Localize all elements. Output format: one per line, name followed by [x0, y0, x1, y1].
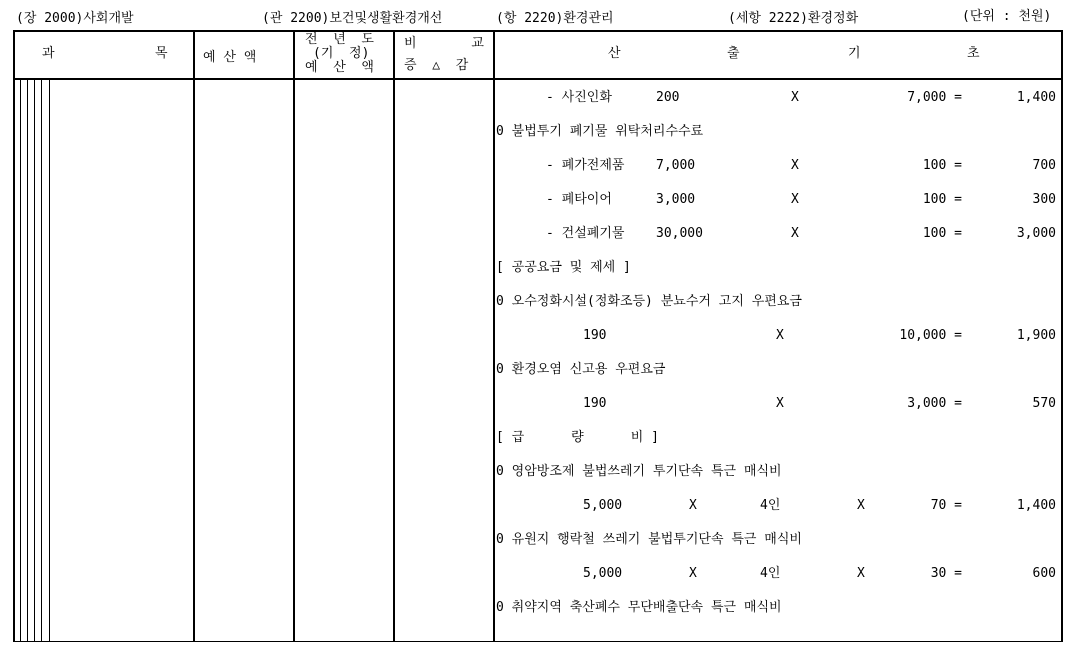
- row-4-x: X: [791, 226, 799, 241]
- col-gwamok-1: 과: [42, 46, 55, 61]
- row-9-amount: 570: [1032, 396, 1056, 411]
- row-3-unit: 100 =: [922, 192, 962, 207]
- row-11-heading: 0 영암방조제 불법쓰레기 투기단속 특근 매식비: [496, 464, 782, 479]
- row-2-qty: 7,000: [656, 158, 696, 173]
- col-divider-prev: [293, 30, 295, 642]
- unit-label: (단위 : 천원): [962, 9, 1052, 24]
- col-compare-1: 비 교: [404, 36, 484, 51]
- row-14-x1: X: [689, 566, 697, 581]
- row-4-name: - 건설폐기물: [546, 226, 625, 241]
- table-top-border: [13, 30, 1062, 32]
- row-0-qty: 200: [656, 90, 680, 105]
- row-0-unit: 7,000 =: [907, 90, 962, 105]
- table-bottom-border: [13, 641, 1062, 642]
- gwamok-subline-5: [49, 80, 50, 642]
- col-divider-basis: [493, 30, 495, 642]
- row-15-heading: 0 취약지역 축산폐수 무단배출단속 특근 매식비: [496, 600, 782, 615]
- col-gwamok-2: 목: [155, 46, 168, 61]
- row-14-persons: 4인: [760, 566, 781, 581]
- row-4-amount: 3,000: [1016, 226, 1056, 241]
- row-5-section: [ 공공요금 및 제세 ]: [496, 260, 631, 275]
- row-2-unit: 100 =: [922, 158, 962, 173]
- gwamok-subline-4: [41, 80, 42, 642]
- row-2-x: X: [791, 158, 799, 173]
- gwan-label: (관 2200)보건및생활환경개선: [262, 11, 443, 26]
- col-prev-1: 전 년 도: [305, 32, 374, 47]
- table-left-border: [13, 30, 15, 642]
- gwamok-subline-3: [34, 80, 35, 642]
- hang-label: (항 2220)환경관리: [496, 11, 614, 26]
- row-3-qty: 3,000: [656, 192, 696, 207]
- col-basis-4: 초: [967, 46, 980, 61]
- row-12-unit: 70 =: [930, 498, 962, 513]
- table-right-border: [1061, 30, 1063, 642]
- row-2-amount: 700: [1032, 158, 1056, 173]
- row-14-amount: 600: [1032, 566, 1056, 581]
- gwamok-subline-1: [20, 80, 21, 642]
- gwamok-subline-2: [27, 80, 28, 642]
- row-9-qty: 190: [583, 396, 607, 411]
- row-3-amount: 300: [1032, 192, 1056, 207]
- col-basis-2: 출: [727, 46, 740, 61]
- header-bottom-border: [13, 78, 1062, 80]
- row-1-heading: 0 불법투기 폐기물 위탁처리수수료: [496, 124, 704, 139]
- row-0-x: X: [791, 90, 799, 105]
- col-basis-1: 산: [608, 46, 621, 61]
- row-7-qty: 190: [583, 328, 607, 343]
- col-compare-2: 증 △ 감: [404, 58, 469, 73]
- row-12-persons: 4인: [760, 498, 781, 513]
- row-14-qty: 5,000: [583, 566, 623, 581]
- col-prev-3: 예 산 액: [305, 60, 374, 75]
- sehang-label: (세항 2222)환경정화: [728, 11, 859, 26]
- row-9-unit: 3,000 =: [907, 396, 962, 411]
- row-3-x: X: [791, 192, 799, 207]
- jang-label: (장 2000)사회개발: [16, 11, 134, 26]
- row-12-amount: 1,400: [1016, 498, 1056, 513]
- col-budget: 예 산 액: [203, 50, 257, 65]
- row-3-name: - 폐타이어: [546, 192, 612, 207]
- row-13-heading: 0 유원지 행락철 쓰레기 불법투기단속 특근 매식비: [496, 532, 802, 547]
- row-4-unit: 100 =: [922, 226, 962, 241]
- row-6-heading: 0 오수정화시설(정화조등) 분뇨수거 고지 우편요금: [496, 294, 802, 309]
- row-9-x: X: [776, 396, 784, 411]
- row-0-name: - 사진인화: [546, 90, 612, 105]
- col-basis-3: 기: [848, 46, 861, 61]
- col-divider-budget: [193, 30, 195, 642]
- col-prev-2: (기 정): [313, 46, 370, 61]
- row-4-qty: 30,000: [656, 226, 703, 241]
- row-0-amount: 1,400: [1016, 90, 1056, 105]
- row-7-x: X: [776, 328, 784, 343]
- row-12-x2: X: [857, 498, 865, 513]
- row-12-qty: 5,000: [583, 498, 623, 513]
- row-7-unit: 10,000 =: [899, 328, 962, 343]
- row-10-section: [ 급 량 비 ]: [496, 430, 659, 445]
- col-divider-compare: [393, 30, 395, 642]
- row-14-unit: 30 =: [930, 566, 962, 581]
- row-12-x1: X: [689, 498, 697, 513]
- row-8-heading: 0 환경오염 신고용 우편요금: [496, 362, 666, 377]
- row-7-amount: 1,900: [1016, 328, 1056, 343]
- row-14-x2: X: [857, 566, 865, 581]
- row-2-name: - 폐가전제품: [546, 158, 625, 173]
